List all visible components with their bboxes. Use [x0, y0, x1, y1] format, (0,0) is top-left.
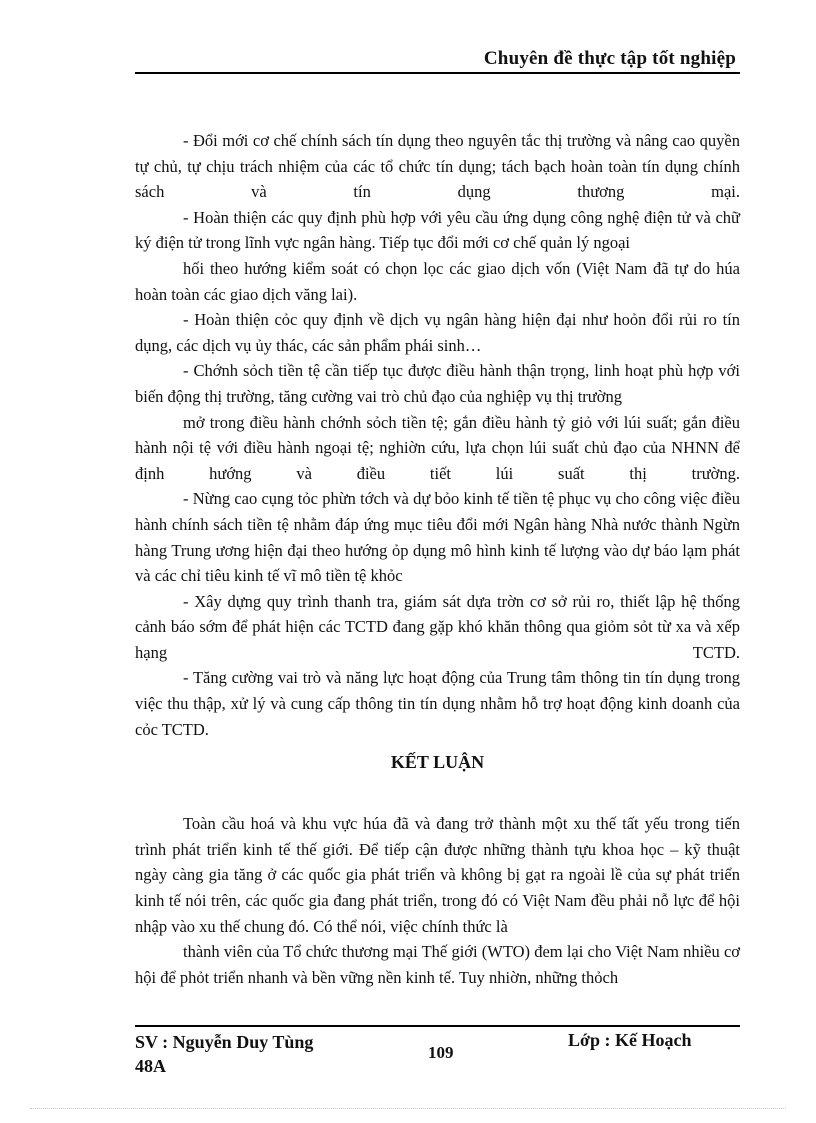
paragraph: - Xây dựng quy trình thanh tra, giám sát dựa trờn cơ sở rủi ro, thiết lập hệ thống cảnh báo sớm để phát hiện các TCTD đang gặp khó khăn thông qua giỏm sỏt từ xa và xếp hạng TCTD.: [135, 591, 740, 662]
conclusion-heading: KẾT LUẬN: [390, 752, 485, 773]
footer-rule: [135, 1025, 740, 1027]
document-body: [135, 128, 740, 990]
paragraph: - Chớnh sỏch tiền tệ cần tiếp tục được điều hành thận trọng, linh hoạt phù hợp với biến động thị trường, tăng cường vai trò chủ đạo của nghiệp vụ thị trường: [135, 361, 740, 406]
paragraph: - Đổi mới cơ chế chính sách tín dụng theo nguyên tắc thị trường và nâng cao quyền tự chủ, tự chịu trách nhiệm của các tổ chức tín dụng; tách bạch hoàn toàn tín dụng chính sách và tín dụng thương mại.: [135, 131, 740, 202]
paragraph: Toàn cầu hoá và khu vực húa đã và đang trở thành một xu thế tất yếu trong tiến trình phát triển kinh tế thế giới. Để tiếp cận được những thành tựu khoa học – kỹ thuật ngày càng gia tăng ở các quốc gia phát triển và không bị gạt ra ngoài lề của sự phát triển kinh tế nói trên, các quốc gia đang phát triển, trong đó có Việt Nam đều phải nỗ lực để hội nhập vào xu thế chung đó. Có thể nói, việc chính thức là: [135, 814, 740, 936]
paragraph: - Nừng cao cụng tỏc phừn tớch và dự bỏo kinh tế tiền tệ phục vụ cho công việc điều hành chính sách tiền tệ nhằm đáp ứng mục tiêu đổi mới Ngân hàng Nhà nước thành Ngừn hàng Trung ương hiện đại theo hướng ỏp dụng mô hình kinh tế lượng vào dự báo lạm phát và các chỉ tiêu kinh tế vĩ mô tiền tệ khỏc: [135, 489, 740, 586]
footer-student: [135, 1030, 345, 1078]
page-header-title: Chuyên đề thực tập tốt nghiệp: [483, 48, 736, 69]
paragraph: thành viên của Tổ chức thương mại Thế giới (WTO) đem lại cho Việt Nam nhiều cơ hội để phỏt triển nhanh và bền vững nền kinh tế. Tuy nhiờn, những thỏch: [135, 942, 740, 987]
paragraph: hối theo hướng kiểm soát có chọn lọc các giao dịch vốn (Việt Nam đã tự do húa hoàn toàn các giao dịch văng lai).: [135, 258, 740, 304]
paragraph: - Hoàn thiện các quy định phù hợp với yêu cầu ứng dụng công nghệ điện tử và chữ ký điện tử trong lĩnh vực ngân hàng. Tiếp tục đổi mới cơ chế quản lý ngoại: [135, 207, 740, 253]
student-name: SV : Nguyễn Duy Tùng 48A: [135, 1032, 314, 1076]
page-number: 109: [428, 1043, 454, 1062]
paragraph: - Tăng cường vai trò và năng lực hoạt động của Trung tâm thông tin tín dụng trong việc thu thập, xử lý và cung cấp thông tin tín dụng nhằm hỗ trợ hoạt động kinh doanh của cỏc TCTD.: [135, 668, 740, 739]
header-rule: [135, 72, 740, 74]
footer-class: Lớp : Kế Hoạch: [568, 1030, 692, 1050]
paragraph: mở trong điều hành chớnh sỏch tiền tệ; gắn điều hành tỷ giỏ với lúi suất; gắn điều hành nội tệ với điều hành ngoại tệ; nghiờn cứu, lựa chọn lúi suất chủ đạo của NHNN để định hướng và điều tiết lúi suất thị trường.: [135, 412, 740, 483]
paragraph: - Hoàn thiện cỏc quy định về dịch vụ ngân hàng hiện đại như hoỏn đổi rủi ro tín dụng, các dịch vụ ủy thác, các sản phẩm phái sinh…: [135, 310, 740, 355]
page-edge-divider: [30, 1108, 786, 1109]
